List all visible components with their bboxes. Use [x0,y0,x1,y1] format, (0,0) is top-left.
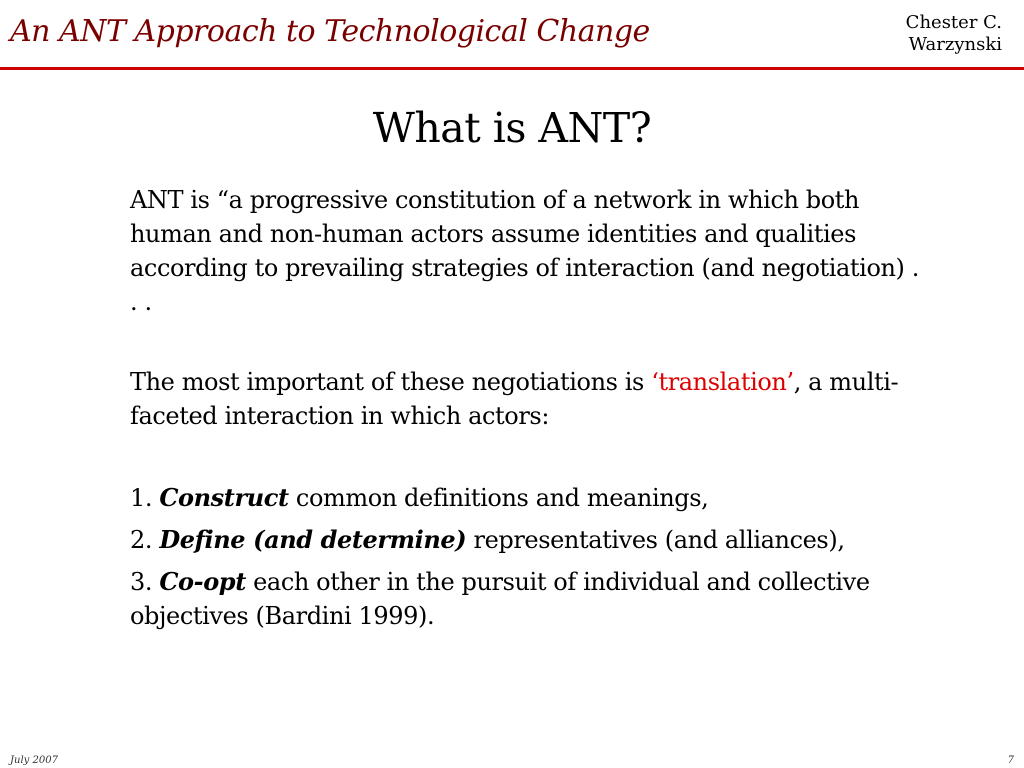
author-line-2: Warzynski [908,34,1002,55]
definition-paragraph: ANT is “a progressive constitution of a network in which both human and non-human actors assume identities and qualities according to prevailing strategies of interaction (and negotiation) . . . [130,186,919,316]
list-item-term: Construct [159,483,289,512]
list-item-term: Define (and determine) [159,525,467,554]
header-divider [0,67,1024,70]
footer-date: July 2007 [10,755,58,766]
list-item-number: 2. [130,526,160,554]
page-number: 7 [1007,755,1014,766]
list-item-number: 1. [130,484,160,512]
list-item-term: Co-opt [159,567,246,596]
list-item [130,565,930,633]
author-line-1: Chester C. [905,12,1002,33]
translation-paragraph [130,365,930,433]
list-item-text: common definitions and meanings, [288,484,709,512]
header-title: An ANT Approach to Technological Change [10,14,650,49]
list-item-number: 3. [130,568,160,596]
translation-paragraph-intro: The most important of these negotiations is [130,368,652,396]
list-item-text: representatives (and alliances), [466,526,845,554]
slide-body [130,183,930,633]
author-name [862,12,1002,56]
translation-paragraph-rest: , a multi-faceted interaction in which actors: [130,368,899,430]
list-item [130,523,930,557]
slide-title: What is ANT? [372,104,652,152]
spacer [130,319,930,365]
translation-term: ‘translation’ [651,368,794,396]
list-item [130,481,930,515]
list-item-text: each other in the pursuit of individual and collective objectives (Bardini 1999). [130,568,870,630]
spacer [130,433,930,481]
